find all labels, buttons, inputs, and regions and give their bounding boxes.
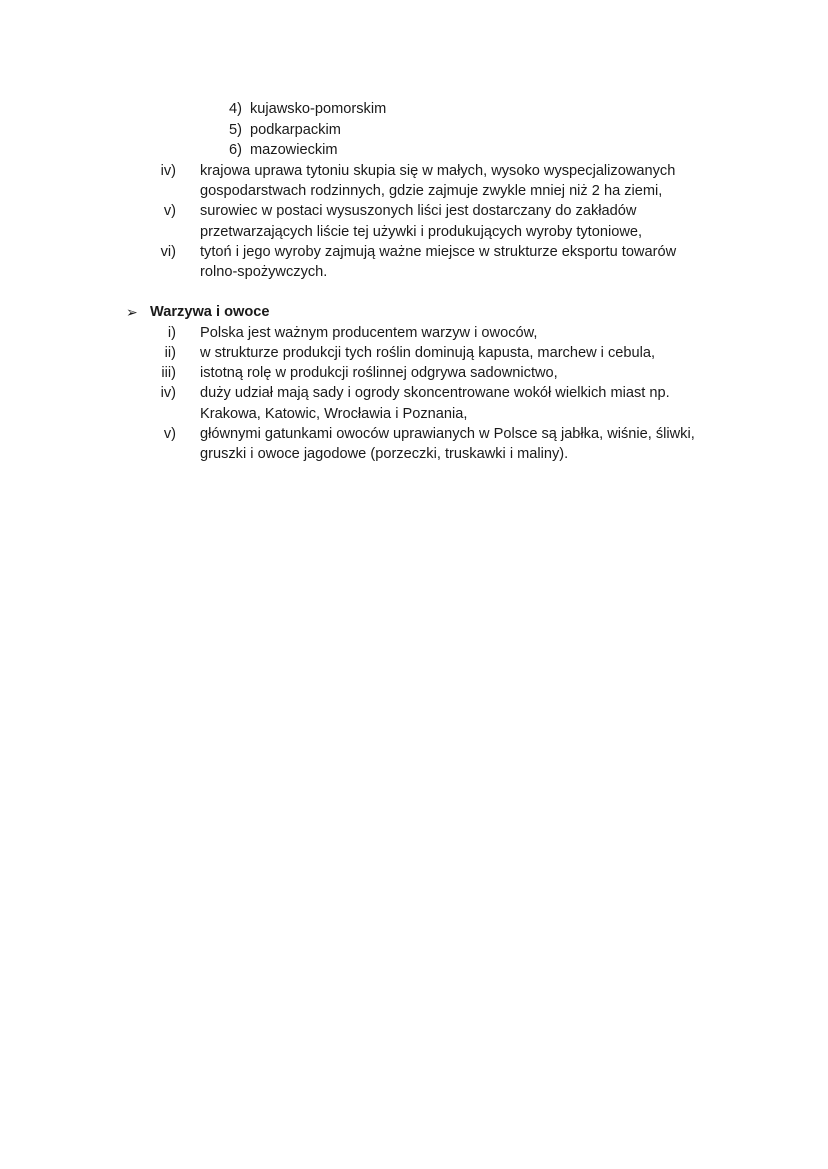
list-item-number: ii) <box>164 345 176 361</box>
list-item-number: iv) <box>160 385 176 401</box>
list-item-number: v) <box>163 426 176 442</box>
sublist-text: podkarpackim <box>250 122 341 138</box>
list-item-number: v) <box>163 203 176 219</box>
sublist-number: 4) <box>229 101 242 117</box>
sublist-number: 6) <box>229 142 242 158</box>
list-item-text: gruszki i owoce jagodowe (porzeczki, truskawki i maliny). <box>200 446 569 462</box>
list-item-text: duży udział mają sady i ogrody skoncentrowane wokół wielkich miast np. <box>200 385 670 401</box>
list-item-text: krajowa uprawa tytoniu skupia się w małych, wysoko wyspecjalizowanych <box>200 163 676 179</box>
list-item-number: iv) <box>160 163 176 179</box>
list-item-text: istotną rolę w produkcji roślinnej odgrywa sadownictwo, <box>200 365 558 381</box>
list-item-number: vi) <box>160 244 176 260</box>
section-title: Warzywa i owoce <box>150 304 270 320</box>
list-item-text: Krakowa, Katowic, Wrocławia i Poznania, <box>200 406 468 422</box>
list-item-text: głównymi gatunkami owoców uprawianych w Polsce są jabłka, wiśnie, śliwki, <box>200 426 695 442</box>
list-item-text: tytoń i jego wyroby zajmują ważne miejsce w strukturze eksportu towarów <box>200 244 677 260</box>
list-item-text: rolno-spożywczych. <box>200 264 328 280</box>
list-item-number: iii) <box>161 365 176 381</box>
sublist-text: kujawsko-pomorskim <box>250 101 387 117</box>
sublist-text: mazowieckim <box>250 142 338 158</box>
list-item-text: w strukturze produkcji tych roślin dominują kapusta, marchew i cebula, <box>200 345 656 361</box>
list-item-text: Polska jest ważnym producentem warzyw i owoców, <box>200 325 538 341</box>
arrow-bullet-icon: ➢ <box>126 304 138 320</box>
sublist-number: 5) <box>229 122 242 138</box>
list-item-text: przetwarzających liście tej używki i produkujących wyroby tytoniowe, <box>200 224 643 240</box>
list-item-text: surowiec w postaci wysuszonych liści jest dostarczany do zakładów <box>200 203 637 219</box>
list-item-number: i) <box>167 325 176 341</box>
list-item-text: gospodarstwach rodzinnych, gdzie zajmuje zwykle mniej niż 2 ha ziemi, <box>200 183 663 199</box>
